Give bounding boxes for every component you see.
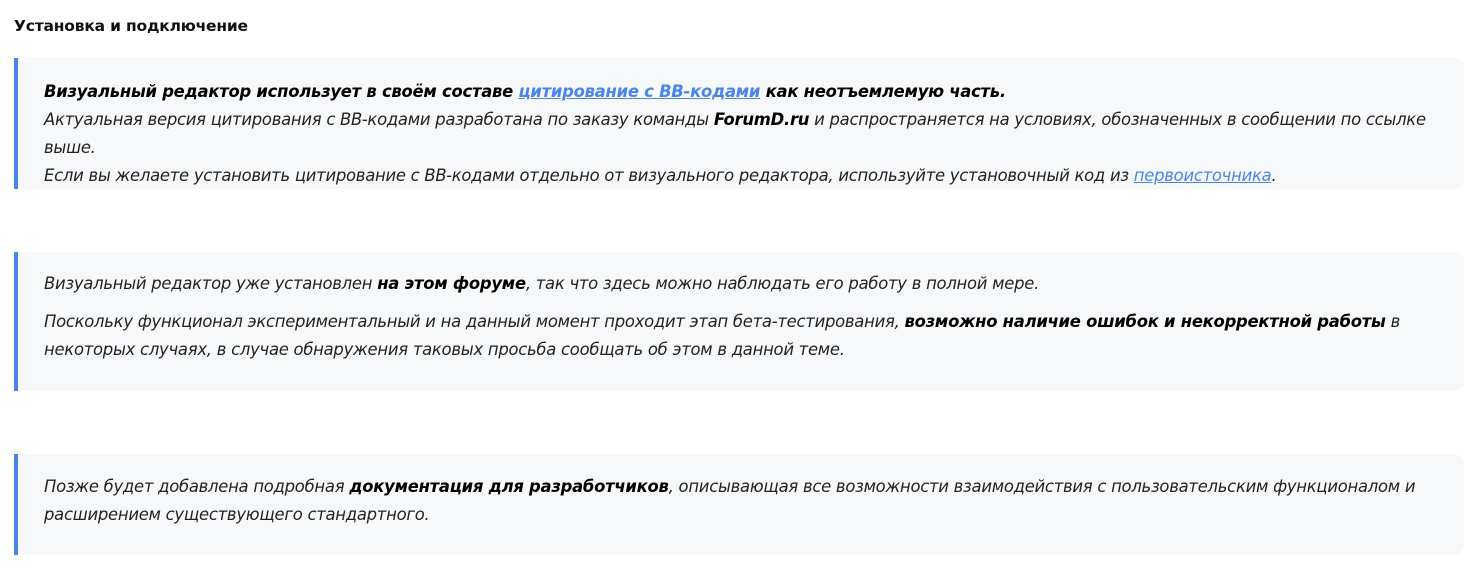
original-source-link[interactable]: первоисточника <box>1133 166 1272 185</box>
note-text: . <box>1271 166 1277 185</box>
note-text: Визуальный редактор уже установлен <box>44 274 378 293</box>
note-text: , так что здесь можно наблюдать его работу в полной мере. <box>525 274 1040 293</box>
quoting-bbcode-link[interactable]: цитирование с BB-кодами <box>518 82 761 101</box>
note-line <box>44 106 1444 162</box>
note-paragraph <box>44 270 1444 298</box>
note-line <box>44 162 1444 190</box>
info-note-quoting <box>14 58 1464 189</box>
note-paragraph <box>44 308 1444 364</box>
note-text: в некоторых случаях, в случае обнаружения таковых просьба сообщать об этом в данной теме. <box>44 312 1400 359</box>
note-bold-text: на этом форуме <box>377 274 526 293</box>
note-text: Позже будет добавлена подробная <box>44 477 350 496</box>
note-text: как неотъемлемую часть. <box>760 82 1006 101</box>
note-text: , описывающая все возможности взаимодействия с пользовательским функционалом и расширением существующего стандартного. <box>44 477 1416 524</box>
note-bold-text: документация для разработчиков <box>349 477 669 496</box>
note-bold-text <box>44 82 1006 101</box>
note-line <box>44 78 1444 106</box>
info-note-documentation <box>14 454 1464 555</box>
note-bold-text: ForumD.ru <box>713 110 810 129</box>
section-heading: Установка и подключение <box>14 17 248 35</box>
note-text: Актуальная версия цитирования с BB-кодами разработана по заказу команды <box>44 110 714 129</box>
note-text: и распространяется на условиях, обозначенных в сообщении по ссылке выше. <box>44 110 1426 157</box>
note-text: Визуальный редактор использует в своём составе <box>44 82 519 101</box>
note-bold-text: возможно наличие ошибок и некорректной работы <box>904 312 1386 331</box>
note-paragraph <box>44 473 1444 529</box>
info-note-installed <box>14 252 1464 391</box>
note-text: Если вы желаете установить цитирование с BB-кодами отдельно от визуального редактора, используйте установочный код из <box>44 166 1134 185</box>
note-text: Поскольку функционал экспериментальный и на данный момент проходит этап бета-тестирования, <box>44 312 905 331</box>
